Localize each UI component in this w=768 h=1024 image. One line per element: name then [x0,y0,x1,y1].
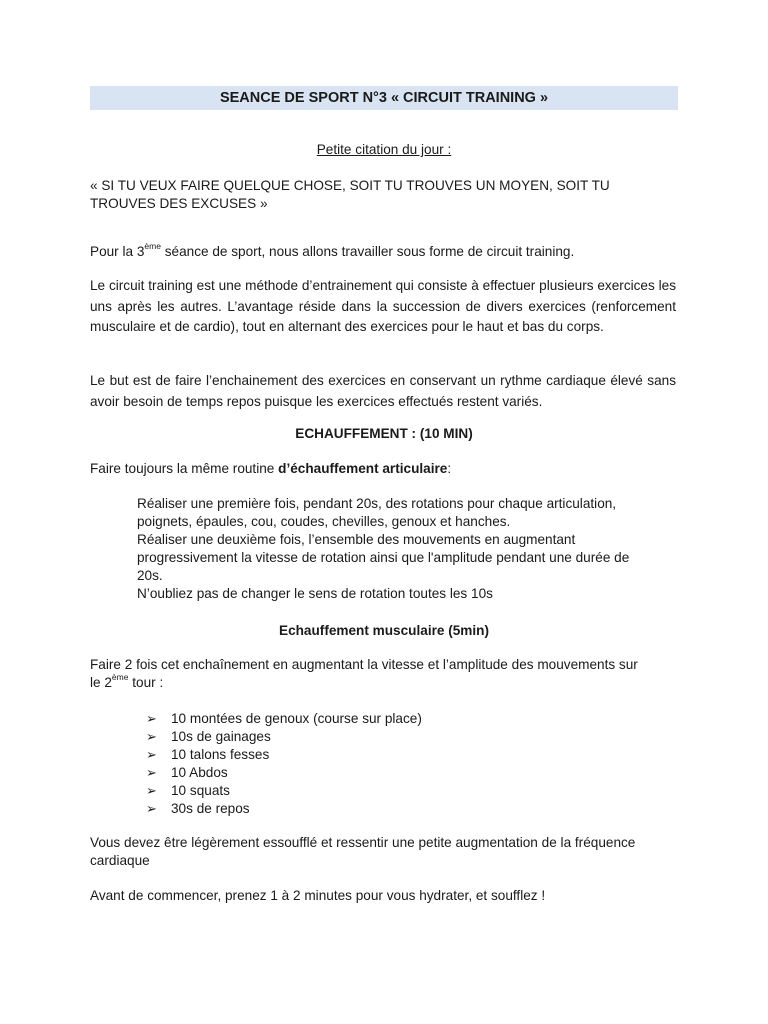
routine-bold: d’échauffement articulaire [278,461,448,476]
muscular-line-2-start: le 2 [90,675,112,690]
circuit-paragraph: Le circuit training est une méthode d’entrainement qui consiste à effectuer plusieurs exercices les uns après les autres. L’avantage réside dans la succession de divers exercices (renforcement musculaire et de cardio), tout en alternant des exercices pour le haut et bas du corps. [90,278,676,334]
muscular-superscript: ème [111,672,129,683]
intro-text-end: séance de sport, nous allons travailler sous forme de circuit training. [160,244,575,259]
quote-subtitle: Petite citation du jour : [316,142,452,157]
breath-paragraph: Vous devez être légèrement essoufflé et ressentir une petite augmentation de la fréquence cardiaque [90,835,636,868]
warmup-line: progressivement la vitesse de rotation ainsi que l'amplitude pendant une durée de [137,550,630,565]
list-item-label: 30s de repos [171,801,250,816]
list-item [146,728,422,746]
list-item [146,710,422,728]
document-title: SEANCE DE SPORT N°3 « CIRCUIT TRAINING » [90,86,678,110]
muscular-instruction [90,656,676,692]
warmup-instructions [137,495,677,603]
muscular-line-1: Faire 2 fois cet enchaînement en augmentant la vitesse et l’amplitude des mouvements sur [90,657,638,672]
warmup-line: 20s. [137,568,163,583]
arrow-bullet-icon: ➢ [146,765,157,780]
routine-paragraph [90,460,676,478]
list-item-label: 10s de gainages [171,729,271,744]
warmup-line: Réaliser une première fois, pendant 20s, des rotations pour chaque articulation, [137,496,617,511]
intro-paragraph [90,242,676,263]
list-item-label: 10 squats [171,783,230,798]
hydrate-paragraph: Avant de commencer, prenez 1 à 2 minutes pour vous hydrater, et soufflez ! [90,888,546,903]
exercise-list [146,710,422,818]
arrow-bullet-icon: ➢ [146,801,157,816]
intro-superscript: ème [144,241,161,252]
quote-text: « SI TU VEUX FAIRE QUELQUE CHOSE, SOIT TU TROUVES UN MOYEN, SOIT TU TROUVES DES EXCUSES » [90,178,610,211]
list-item [146,764,422,782]
list-item [146,746,422,764]
warmup-line: N’oubliez pas de changer le sens de rotation toutes les 10s [137,586,493,601]
list-item-label: 10 montées de genoux (course sur place) [171,711,422,726]
list-item-label: 10 talons fesses [171,747,270,762]
warmup-heading: ECHAUFFEMENT : (10 MIN) [295,426,473,441]
muscular-line-2-end: tour : [128,675,164,690]
arrow-bullet-icon: ➢ [146,747,157,762]
warmup-line: Réaliser une deuxième fois, l’ensemble des mouvements en augmentant [137,532,576,547]
goal-paragraph: Le but est de faire l’enchainement des exercices en conservant un rythme cardiaque élevé sans avoir besoin de temps repos puisque les exercices effectués restent variés. [90,373,676,409]
intro-text-start: Pour la 3 [90,244,145,259]
list-item [146,800,422,818]
routine-suffix: : [447,461,452,476]
muscular-line-2 [90,674,676,692]
arrow-bullet-icon: ➢ [146,711,157,726]
arrow-bullet-icon: ➢ [146,783,157,798]
list-item-label: 10 Abdos [171,765,228,780]
routine-prefix: Faire toujours la même routine [90,461,279,476]
arrow-bullet-icon: ➢ [146,729,157,744]
warmup-line: poignets, épaules, cou, coudes, chevilles, genoux et hanches. [137,514,511,529]
list-item [146,782,422,800]
muscular-heading: Echauffement musculaire (5min) [279,623,489,638]
